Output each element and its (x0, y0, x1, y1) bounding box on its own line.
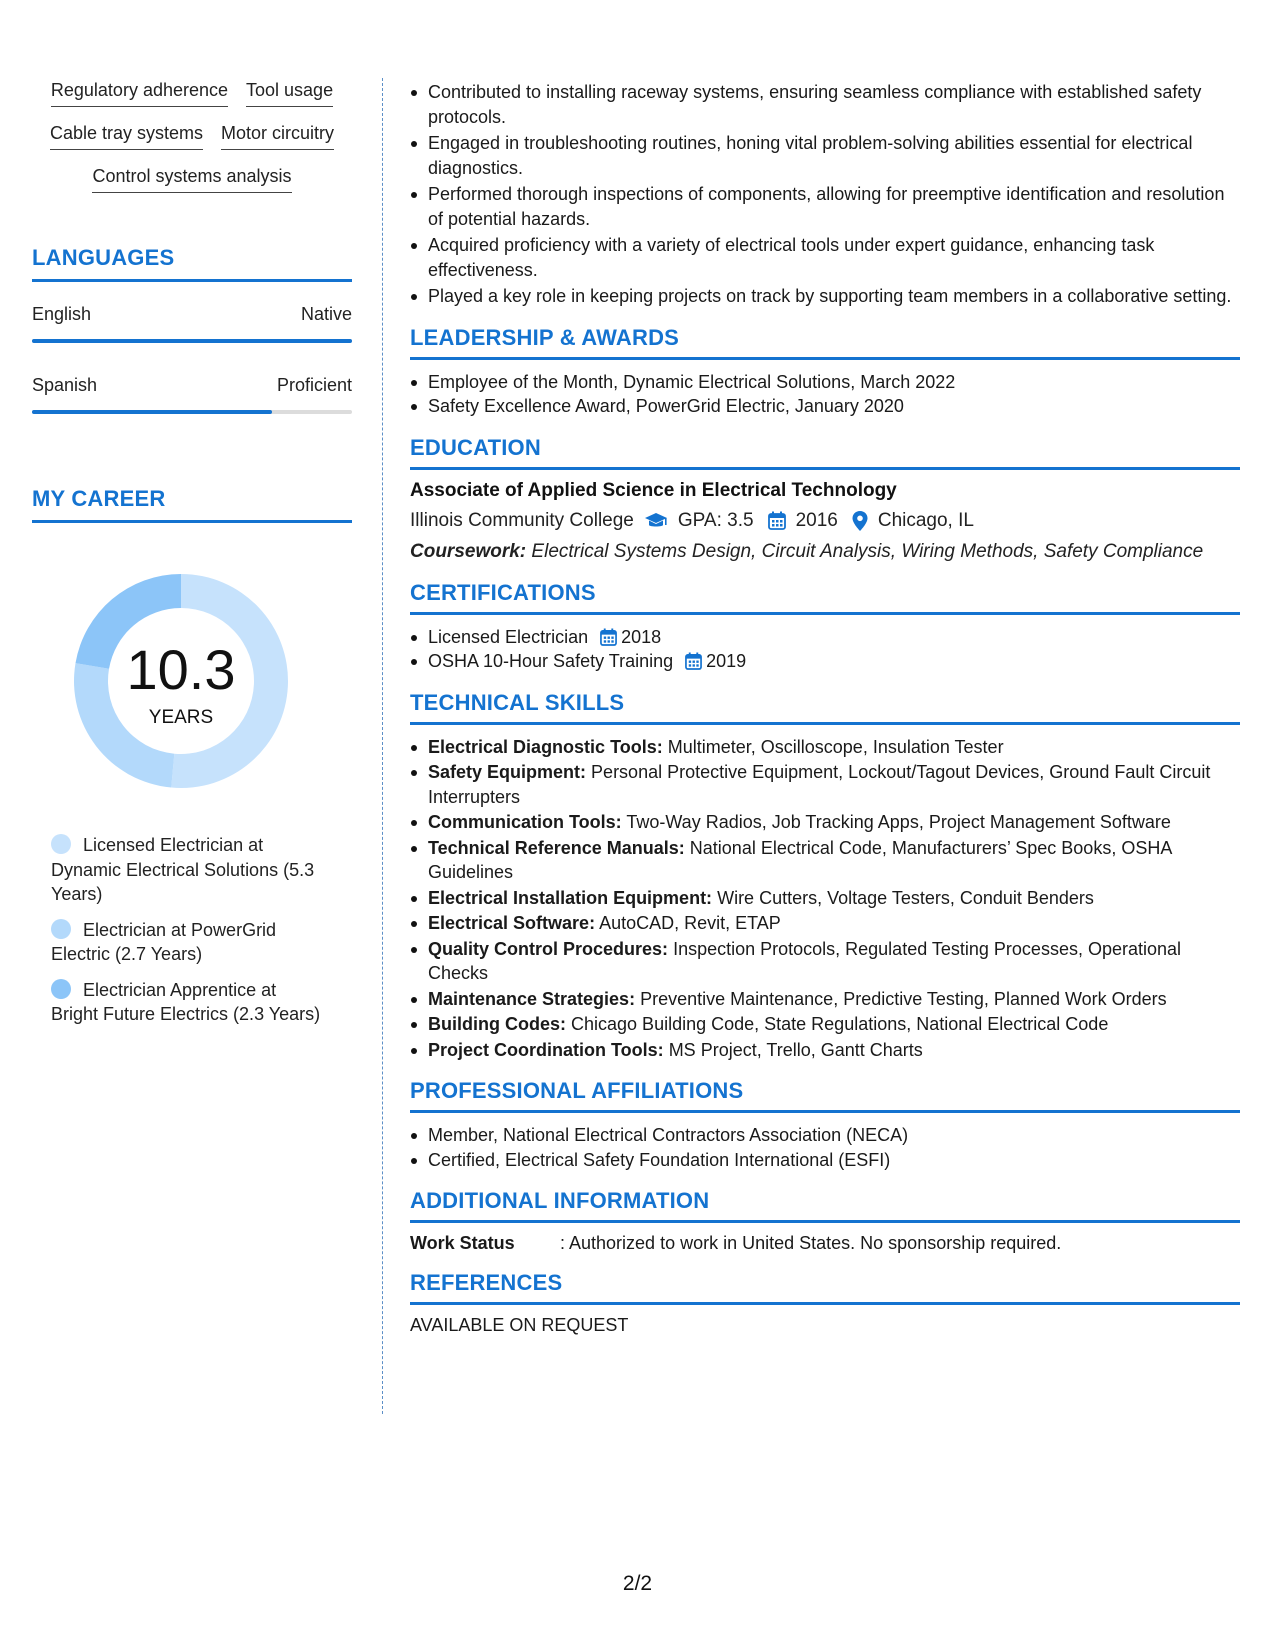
coursework (410, 540, 1240, 564)
section-rule (410, 612, 1240, 615)
section-rule (410, 357, 1240, 360)
column-divider (382, 78, 383, 1414)
section-rule (410, 1110, 1240, 1113)
certifications-section (410, 580, 1240, 674)
award-item: Safety Excellence Award, PowerGrid Electric, January 2020 (410, 394, 1240, 419)
language-level: Native (300, 304, 352, 324)
coursework-list: Electrical Systems Design, Circuit Analysis, Wiring Methods, Safety Compliance (531, 540, 1204, 562)
skill-item (410, 886, 1240, 911)
career-legend-item (51, 833, 322, 907)
technical-skills-title: TECHNICAL SKILLS (410, 689, 625, 715)
section-rule (410, 1302, 1240, 1305)
career-section (32, 486, 352, 1027)
experience-bullets (410, 80, 1240, 309)
language-bar (32, 410, 352, 414)
school-location: Chicago, IL (877, 509, 974, 531)
skill-chips (32, 78, 352, 193)
coursework-label: Coursework: (410, 540, 527, 562)
location-pin-icon (852, 511, 868, 531)
affiliations-title: PROFESSIONAL AFFILIATIONS (410, 1078, 744, 1103)
technical-skills-section (410, 690, 1240, 1063)
legend-dot-icon (51, 834, 71, 854)
calendar-icon (600, 628, 617, 646)
skill-label: Maintenance Strategies: (428, 988, 636, 1009)
experience-bullet: Acquired proficiency with a variety of electrical tools under expert guidance, enhancing task effectiveness. (410, 233, 1240, 282)
language-name: English (32, 304, 92, 324)
languages-section (32, 245, 352, 414)
career-legend-item (51, 978, 322, 1027)
experience-bullet: Engaged in troubleshooting routines, honing vital problem-solving abilities essential for electrical diagnostics. (410, 131, 1240, 180)
work-status-row (410, 1233, 1240, 1254)
career-label: Electrician at PowerGrid Electric (2.7 Years) (51, 919, 277, 964)
skill-label: Communication Tools: (428, 812, 622, 832)
skill-item (410, 1038, 1240, 1063)
language-name: Spanish (32, 375, 98, 395)
section-rule (410, 1220, 1240, 1223)
career-title: MY CAREER (32, 486, 166, 511)
language-bar-fill (32, 339, 352, 343)
leadership-section (410, 325, 1240, 419)
career-total-value: 10.3 (126, 638, 236, 701)
references-title: REFERENCES (410, 1270, 563, 1295)
page-number: 2/2 (622, 1572, 653, 1595)
certification-year: 2019 (706, 651, 747, 671)
skill-chip: Cable tray systems (50, 121, 203, 150)
language-level: Proficient (276, 375, 352, 395)
section-rule (32, 279, 352, 282)
career-legend (32, 833, 322, 1027)
career-total-unit: YEARS (148, 707, 214, 728)
legend-dot-icon (51, 979, 71, 999)
skill-text: Inspection Protocols, Regulated Testing Processes, Operational Checks (428, 938, 1182, 983)
affiliation-item: Certified, Electrical Safety Foundation International (ESFI) (410, 1148, 1240, 1173)
skill-label: Technical Reference Manuals: (428, 837, 685, 858)
language-item (32, 375, 352, 414)
experience-bullet: Contributed to installing raceway systems, ensuring seamless compliance with established safety protocols. (410, 80, 1240, 129)
calendar-icon (768, 511, 786, 530)
graduation-year: 2016 (795, 509, 838, 531)
education-title: EDUCATION (410, 434, 541, 460)
right-column (410, 80, 1240, 1336)
skill-label: Safety Equipment: (428, 762, 587, 782)
career-label: Electrician Apprentice at Bright Future Electrics (2.3 Years) (51, 979, 321, 1024)
skill-text: Wire Cutters, Voltage Testers, Conduit Benders (717, 887, 1094, 908)
references-text: AVAILABLE ON REQUEST (410, 1315, 629, 1335)
skill-item (410, 911, 1240, 936)
certification-name: Licensed Electrician (428, 626, 589, 647)
calendar-icon (685, 652, 702, 670)
skill-text: MS Project, Trello, Gantt Charts (668, 1039, 923, 1060)
skill-text: Personal Protective Equipment, Lockout/Tagout Devices, Ground Fault Circuit Interrupters (428, 762, 1211, 807)
skill-item (410, 810, 1240, 835)
skill-text: Chicago Building Code, State Regulations, National Electrical Code (571, 1014, 1109, 1034)
language-item (32, 304, 352, 343)
skill-item (410, 1012, 1240, 1037)
skill-item (410, 735, 1240, 760)
skill-label: Building Codes: (428, 1014, 566, 1034)
leadership-title: LEADERSHIP & AWARDS (410, 324, 680, 350)
certifications-title: CERTIFICATIONS (410, 579, 596, 605)
section-rule (410, 467, 1240, 470)
legend-dot-icon (51, 919, 71, 939)
career-legend-item (51, 918, 322, 967)
section-rule (410, 722, 1240, 725)
skill-text: Preventive Maintenance, Predictive Testing, Planned Work Orders (640, 988, 1167, 1009)
gpa: GPA: 3.5 (677, 509, 754, 531)
school-name: Illinois Community College (410, 509, 634, 531)
left-column (32, 78, 352, 1038)
skill-item (410, 937, 1240, 986)
certification-item (410, 649, 1240, 674)
references-section (410, 1270, 1240, 1336)
certification-year: 2018 (621, 626, 662, 647)
language-bar (32, 339, 352, 343)
experience-bullet: Performed thorough inspections of components, allowing for preemptive identification and resolution of potential hazards. (410, 182, 1240, 231)
skill-chip: Tool usage (246, 78, 333, 107)
skill-item (410, 987, 1240, 1012)
skill-text: AutoCAD, Revit, ETAP (599, 913, 781, 933)
work-status-label: Work Status (410, 1233, 515, 1253)
skill-text: Multimeter, Oscilloscope, Insulation Tester (667, 736, 1004, 757)
skill-label: Quality Control Procedures: (428, 938, 669, 959)
degree-name: Associate of Applied Science in Electrical Technology (410, 479, 897, 501)
skill-text: Two-Way Radios, Job Tracking Apps, Project Management Software (626, 812, 1171, 832)
affiliation-item: Member, National Electrical Contractors Association (NECA) (410, 1123, 1240, 1148)
career-label: Licensed Electrician at Dynamic Electrical Solutions (5.3 Years) (51, 835, 315, 904)
certification-item (410, 625, 1240, 650)
additional-info-title: ADDITIONAL INFORMATION (410, 1188, 710, 1213)
skill-label: Electrical Diagnostic Tools: (428, 736, 663, 757)
skill-item (410, 836, 1240, 885)
skill-chip: Control systems analysis (92, 164, 291, 193)
languages-title: LANGUAGES (32, 245, 175, 270)
language-bar-fill (32, 410, 272, 414)
additional-info-section (410, 1188, 1240, 1254)
career-donut-chart (65, 565, 297, 797)
section-rule (32, 520, 352, 523)
skill-label: Electrical Software: (428, 913, 596, 933)
skill-label: Electrical Installation Equipment: (428, 887, 713, 908)
experience-bullet: Played a key role in keeping projects on track by supporting team members in a collaborative setting. (410, 284, 1240, 309)
skill-text: National Electrical Code, Manufacturers’ Spec Books, OSHA Guidelines (428, 837, 1172, 882)
education-section (410, 435, 1240, 564)
education-details (410, 510, 1240, 532)
certification-name: OSHA 10-Hour Safety Training (428, 651, 674, 671)
skill-chip: Regulatory adherence (51, 78, 228, 107)
affiliations-section (410, 1078, 1240, 1172)
award-item: Employee of the Month, Dynamic Electrical Solutions, March 2022 (410, 370, 1240, 395)
skill-item (410, 760, 1240, 809)
work-status-value: : Authorized to work in United States. No sponsorship required. (560, 1233, 1062, 1253)
graduation-cap-icon (644, 512, 668, 530)
skill-chip: Motor circuitry (221, 121, 334, 150)
skill-label: Project Coordination Tools: (428, 1039, 664, 1060)
